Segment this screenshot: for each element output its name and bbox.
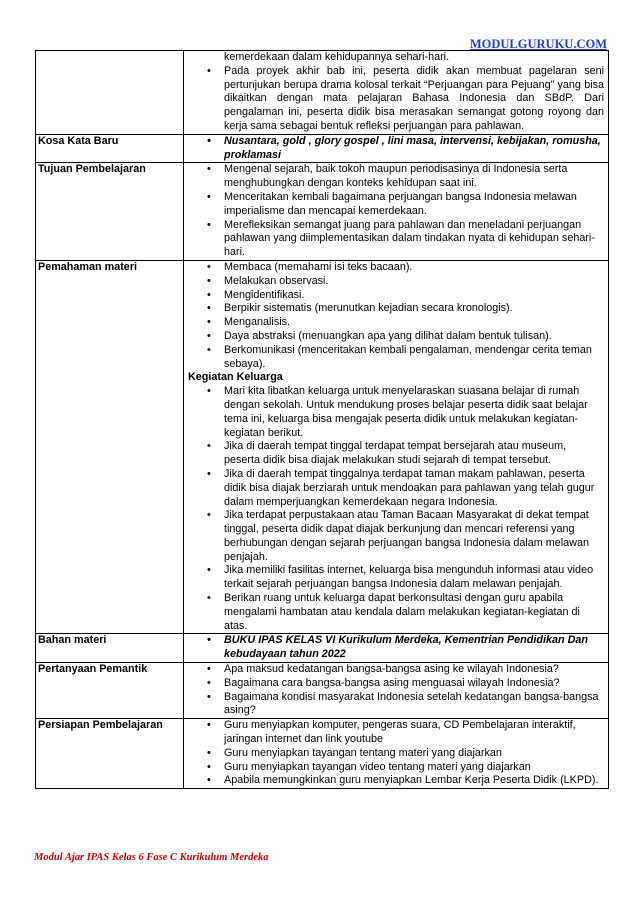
row-label: Pemahaman materi: [36, 260, 184, 634]
list-item: • Melakukan observasi.: [186, 275, 606, 289]
row-content: [184, 663, 609, 719]
bullet-list: [186, 663, 606, 718]
list-item: • Guru menyiapkan tayangan video tentang materi yang diajarkan: [186, 761, 606, 775]
list-item: • Jika memiliki fasilitas internet, keluarga bisa mengunduh informasi atau video terkait sejarah perjuangan bangsa Indonesia dalam melawan penjajah.: [186, 564, 606, 592]
site-header-link[interactable]: MODULGURUKU.COM: [469, 37, 607, 51]
list-item: • Merefleksikan semangat juang para pahlawan dan meneladani perjuangan pahlawan yang diimplementasikan dalam tindakan nyata di kehidupan sehari-hari.: [186, 219, 606, 260]
list-item: • Apa maksud kedatangan bangsa-bangsa asing ke wilayah Indonesia?: [186, 663, 606, 677]
list-item: • Mengenal sejarah, baik tokoh maupun periodisasinya di Indonesia serta menghubungkan dengan konteks kehidupan saat ini.: [186, 163, 606, 191]
row-content: [184, 260, 609, 634]
table-row-pertanyaan: [36, 663, 609, 719]
row-label: Tujuan Pembelajaran: [36, 163, 184, 261]
table-row-persiapan: [36, 719, 609, 789]
bullet-list: [186, 51, 606, 134]
bullet-list: [186, 163, 606, 260]
list-item: • Membaca (memahami isi teks bacaan).: [186, 261, 606, 275]
row-content: [184, 719, 609, 789]
module-table: [35, 50, 609, 789]
row-label: Pertanyaan Pemantik: [36, 663, 184, 719]
list-item: • BUKU IPAS KELAS VI Kurikulum Merdeka, Kementrian Pendidikan Dan kebudayaan tahun 2022: [186, 634, 606, 662]
row-content: [184, 163, 609, 261]
list-item: kemerdekaan dalam kehidupannya sehari-hari.: [224, 51, 450, 63]
table-row-bahan: [36, 634, 609, 663]
table-row-continuation: [36, 51, 609, 135]
list-item: • Jika terdapat perpustakaan atau Taman Bacaan Masyarakat di dekat tempat tinggal, peserta didik dapat diajak berkunjung dan mencari referensi yang berhubungan dengan sejarah perjuangan bangsa Indonesia dalam melawan penjajah.: [186, 509, 606, 564]
list-item: • Berikan ruang untuk keluarga dapat berkonsultasi dengan guru apabila mengalami hambatan atau kendala dalam melakukan kegiatan-kegiatan di atas.: [186, 592, 606, 633]
bullet-list: [186, 261, 606, 371]
continuation-text: [186, 51, 606, 65]
row-label: Persiapan Pembelajaran: [36, 719, 184, 789]
list-item: • Apabila memungkinkan guru menyiapkan Lembar Kerja Peserta Didik (LKPD).: [186, 774, 606, 788]
list-item: • Jika di daerah tempat tinggalnya terdapat taman makam pahlawan, peserta didik bisa diajak berziarah untuk mendoakan para pahlawan yang telah gugur dalam memperjuangkan kemerdekaan negara Indonesia.: [186, 468, 606, 509]
row-label-empty: [36, 51, 184, 135]
bullet-list: [186, 385, 606, 633]
bullet-list: [186, 719, 606, 788]
table-row-pemahaman: [36, 260, 609, 634]
row-content: [184, 634, 609, 663]
list-item: • Berpikir sistematis (merunutkan kejadian secara kronologis).: [186, 302, 606, 316]
list-item: • Bagaimana cara bangsa-bangsa asing menguasai wilayah Indonesia?: [186, 677, 606, 691]
list-item: • Jika di daerah tempat tinggal terdapat tempat bersejarah atau museum, peserta didik bisa diajak melakukan studi sejarah di tempat tersebut.: [186, 440, 606, 468]
subheading-kegiatan-keluarga: Kegiatan Keluarga: [188, 371, 283, 384]
table-row-tujuan: [36, 163, 609, 261]
list-item: • Guru menyiapkan tayangan tentang materi yang diajarkan: [186, 747, 606, 761]
row-content-continuation: [184, 51, 609, 135]
list-item: • Mari kita libatkan keluarga untuk menyelaraskan suasana belajar di rumah dengan sekolah. Untuk mendukung proses belajar peserta didik saat belajar tema ini, keluarga bisa mengajak peserta didik untuk melakukan kegiatan-kegiatan berikut.: [186, 385, 606, 440]
list-item: • Mengidentifikasi.: [186, 289, 606, 303]
list-item: • Menceritakan kembali bagaimana perjuangan bangsa Indonesia melawan imperialisme dan mencapai kemerdekaan.: [186, 191, 606, 219]
row-content: [184, 134, 609, 163]
bullet-list: [186, 634, 606, 662]
list-item: • Nusantara, gold , glory gospel , lini masa, intervensi, kebijakan, romusha, proklamasi: [186, 135, 606, 163]
list-item: • Menganalisis.: [186, 316, 606, 330]
list-item: • Bagaimana kondisi masyarakat Indonesia setelah kedatangan bangsa-bangsa asing?: [186, 691, 606, 719]
list-item: • Pada proyek akhir bab ini, peserta didik akan membuat pagelaran seni pertunjukan berupa drama kolosal terkait “Perjuangan para Pejuang” yang bisa dikaitkan dengan mata pelajaran Bahasa Indonesia dan SBdP. Dari pengalaman ini, peserta didik bisa merasakan semangat gotong royong dan kerja sama sebagai bentuk refleksi perjuangan para pahlawan.: [186, 65, 606, 134]
list-item: • Daya abstraksi (menuangkan apa yang dilihat dalam bentuk tulisan).: [186, 330, 606, 344]
list-item: • Berkomunikasi (menceritakan kembali pengalaman, mendengar cerita teman sebaya).: [186, 344, 606, 372]
table-row-kosa-kata: [36, 134, 609, 163]
row-label: Bahan materi: [36, 634, 184, 663]
page-footer: Modul Ajar IPAS Kelas 6 Fase C Kurikulum Merdeka: [34, 852, 269, 863]
row-label: Kosa Kata Baru: [36, 134, 184, 163]
bullet-list: [186, 135, 606, 163]
list-item: • Guru menyiapkan komputer, pengeras suara, CD Pembelajaran interaktif, jaringan internet dan link youtube: [186, 719, 606, 747]
